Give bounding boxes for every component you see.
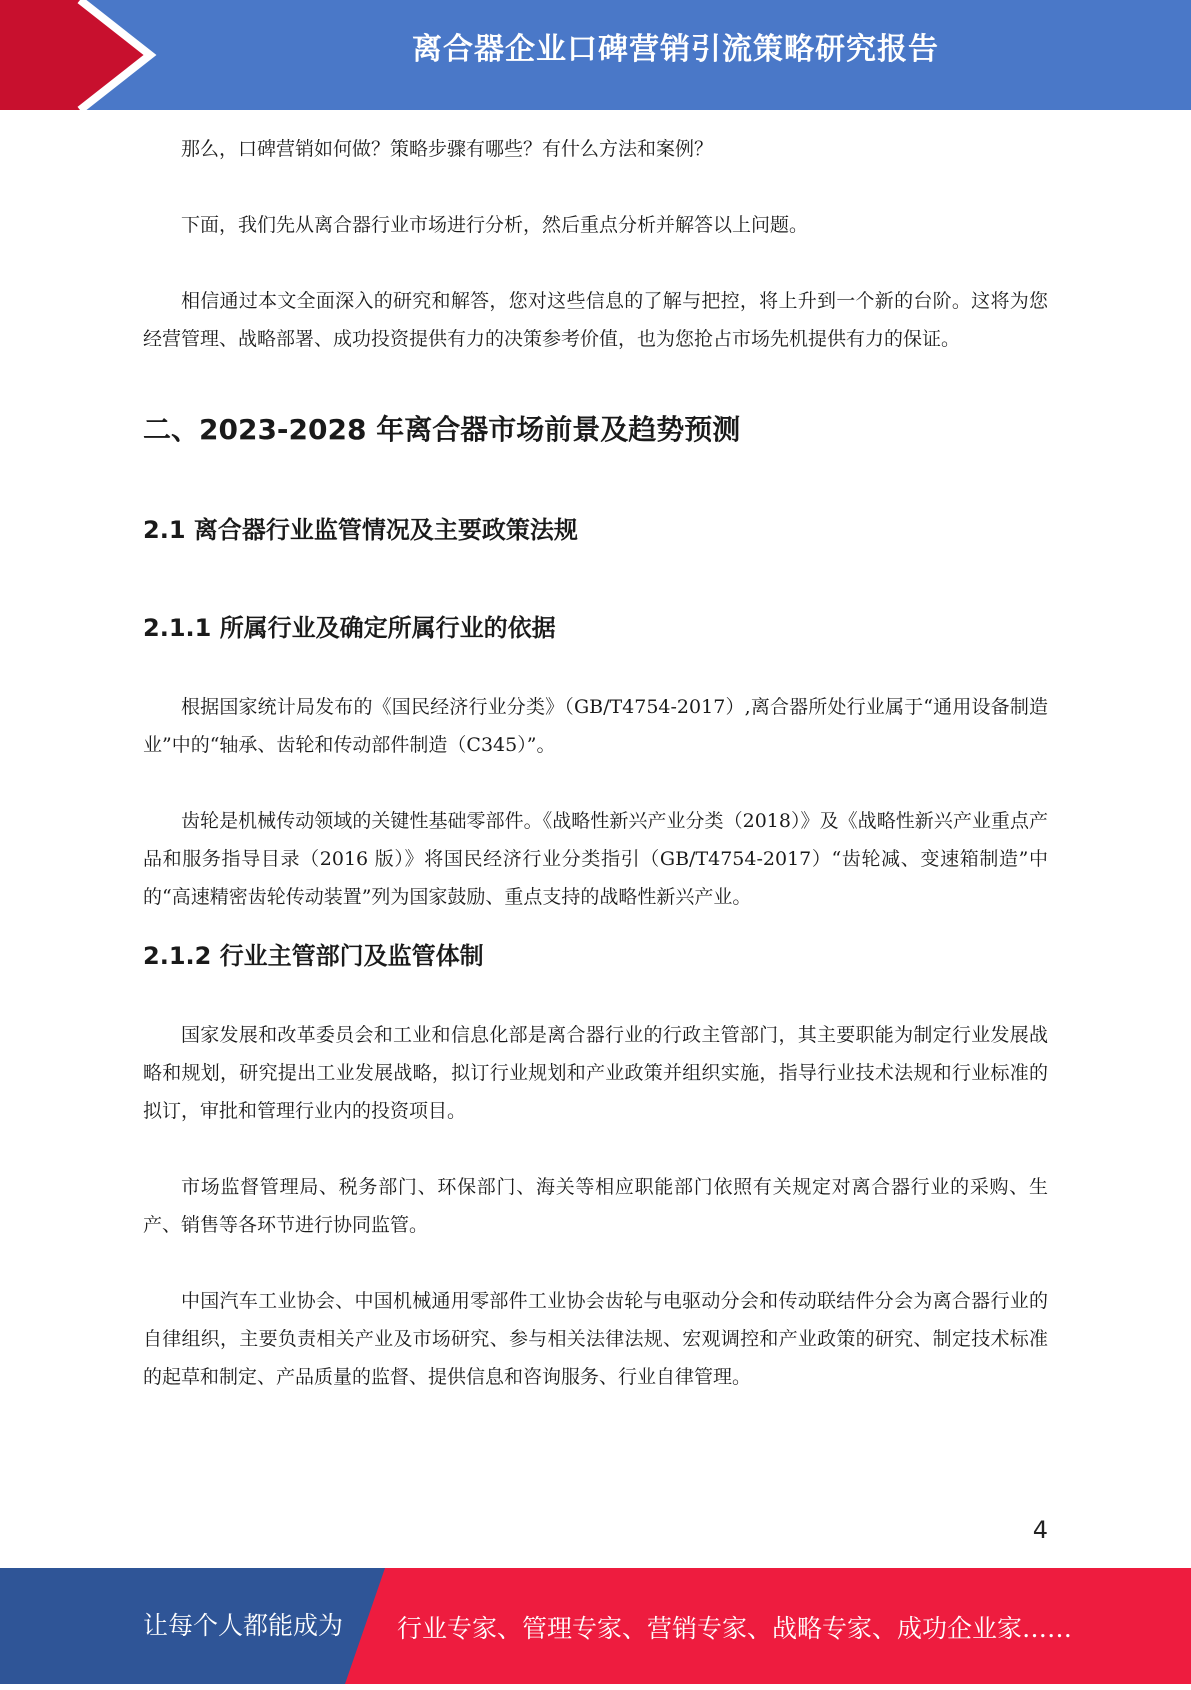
section-heading-2-1-1: 2.1.1 所属行业及确定所属行业的依据: [143, 614, 556, 642]
paragraph-intro-questions: 那么，口碑营销如何做？策略步骤有哪些？有什么方法和案例？: [181, 138, 714, 160]
document-body: [143, 130, 1048, 1434]
section-heading-2-1: 2.1 离合器行业监管情况及主要政策法规: [143, 516, 578, 544]
header-arrow-decoration: [0, 0, 160, 110]
paragraph-industry-associations: 中国汽车工业协会、中国机械通用零部件工业协会齿轮与电驱动分会和传动联结件分会为离合器行业的自律组织，主要负责相关产业及市场研究、参与相关法律法规、宏观调控和产业政策的研究、制定技术标准的起草和制定、产品质量的监督、提供信息和咨询服务、行业自律管理。: [143, 1290, 1048, 1388]
report-title: 离合器企业口碑营销引流策略研究报告: [412, 32, 939, 67]
footer-slogan-right: 行业专家、管理专家、营销专家、战略专家、成功企业家……: [397, 1614, 1073, 1643]
page-number: 4: [1032, 1516, 1048, 1544]
paragraph-regulatory-authorities: 国家发展和改革委员会和工业和信息化部是离合器行业的行政主管部门，其主要职能为制定行业发展战略和规划，研究提出工业发展战略，拟订行业规划和产业政策并组织实施，指导行业技术法规和行业标准的拟订，审批和管理行业内的投资项目。: [143, 1024, 1048, 1122]
paragraph-intro-value: 相信通过本文全面深入的研究和解答，您对这些信息的了解与把控，将上升到一个新的台阶。这将为您经营管理、战略部署、成功投资提供有力的决策参考价值，也为您抢占市场先机提供有力的保证。: [143, 290, 1048, 350]
paragraph-industry-classification: 根据国家统计局发布的《国民经济行业分类》（GB/T4754-2017）,离合器所处行业属于“通用设备制造业”中的“轴承、齿轮和传动部件制造（C345）”。: [143, 696, 1048, 756]
section-heading-2: 二、2023-2028 年离合器市场前景及趋势预测: [143, 413, 741, 446]
paragraph-market-supervision: 市场监督管理局、税务部门、环保部门、海关等相应职能部门依照有关规定对离合器行业的采购、生产、销售等各环节进行协同监管。: [143, 1176, 1048, 1236]
section-heading-2-1-2: 2.1.2 行业主管部门及监管体制: [143, 942, 484, 970]
paragraph-intro-analysis: 下面，我们先从离合器行业市场进行分析，然后重点分析并解答以上问题。: [181, 214, 809, 236]
footer-slogan-left: 让每个人都能成为: [143, 1611, 344, 1640]
header-band: [0, 0, 1191, 110]
paragraph-gear-strategic-industry: 齿轮是机械传动领域的关键性基础零部件。《战略性新兴产业分类（2018）》及《战略性新兴产业重点产品和服务指导目录（2016 版）》将国民经济行业分类指引（GB/T4754-2017）“齿轮减、变速箱制造”中的“高速精密齿轮传动装置”列为国家鼓励、重点支持的战略性新兴产业。: [143, 810, 1048, 908]
footer-band: [0, 1568, 1191, 1684]
